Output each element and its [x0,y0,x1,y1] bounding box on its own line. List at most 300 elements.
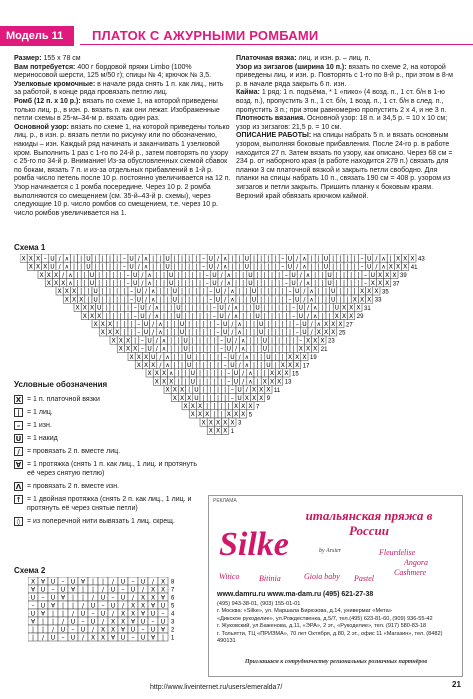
ad-web: www.damru.ru www.ma-dam.ru (495) 621-27-38 [217,591,374,598]
schema1-symbol: | [80,263,83,271]
schema1-symbol: | [216,353,220,361]
schema1-symbol: | [310,255,313,263]
schema1-symbol: | [278,304,281,312]
schema1-symbol: | [119,312,122,320]
schema1-symbol: U [327,271,332,279]
schema1-symbol: | [184,280,187,287]
schema1-symbol: U [222,329,228,337]
schema2-symbol: | [61,602,65,610]
schema1-symbol: | [274,362,277,369]
schema1-symbol: | [252,329,256,337]
schema1-symbol: – [364,280,368,287]
schema1-symbol: U [302,321,307,328]
schema1-symbol: / [238,362,241,369]
schema2-symbol: U [80,610,86,618]
schema1-symbol: X [233,411,239,419]
schema1-symbol: ∧ [158,321,163,328]
schema2-grid [28,577,188,647]
schema1-symbol: – [140,337,144,345]
schema1-symbol: | [87,288,90,296]
schema1-row-number: 35 [382,289,389,296]
ad-yarn: Bitinia [259,574,281,583]
schema1-symbol: | [263,312,266,320]
schema1-symbol: – [122,263,126,271]
schema2-symbol: ∀ [130,618,136,626]
schema1-symbol: | [263,370,266,378]
schema1-symbol: / [224,296,227,304]
schema1-row-number: 25 [338,330,346,337]
legend-symbol: / [14,447,23,456]
schema2-symbol: / [81,634,85,642]
schema1-symbol: | [317,263,320,271]
schema2-symbol: U [120,594,126,602]
schema1-row-number: 15 [292,371,299,378]
schema1-symbol: U [215,288,221,296]
schema1-symbol: ∧ [244,362,250,369]
schema1-symbol: X [277,378,282,386]
schema1-symbol: / [234,345,238,353]
schema1-symbol: U [179,329,185,337]
schema1-symbol: | [216,394,220,402]
schema1-symbol: U [176,304,181,312]
schema1-symbol: X [280,362,285,369]
schema1-symbol: | [267,263,270,271]
schema1-symbol: ∧ [240,337,246,345]
schema1-symbol: | [249,312,252,320]
schema1-symbol: | [162,271,166,279]
schema2-symbol: U [70,618,76,626]
schema2-symbol: X [110,618,116,626]
schema1-symbol: U [366,255,372,263]
schema2-symbol: U [50,594,56,602]
schema1-symbol: | [270,304,274,312]
schema1-symbol: | [335,271,338,279]
schema1-symbol: – [284,280,288,287]
schema1-symbol: – [140,345,144,353]
schema1-symbol: X [392,271,397,279]
schema1-symbol: | [209,329,212,337]
schema1-symbol: U [266,362,271,369]
schema1-symbol: | [260,362,263,369]
schema1-symbol: | [242,304,245,312]
schema1-symbol: | [170,345,173,353]
schema2-symbol: ∀ [80,578,86,586]
schema2-symbol: U [50,578,56,586]
schema1-symbol: / [231,321,234,328]
schema1-symbol: | [274,353,277,361]
schema1-symbol: | [209,386,212,394]
ad-brand-sub: by Arsier [319,548,342,554]
schema1-symbol: U [186,362,192,369]
schema2-symbol: – [131,634,135,642]
schema1-symbol: X [356,304,361,312]
schema2-symbol: | [51,618,55,626]
schema1-symbol: X [334,312,339,320]
schema1-row-number: 5 [248,412,253,419]
ad-footer: Приглашаем к сотрудничеству региональных розничных партнёров [244,659,428,665]
schema1-symbol: X [223,427,228,435]
schema1-row-number: 7 [256,404,260,411]
schema2-symbol: ∀ [140,610,146,618]
schema1-symbol: | [346,255,349,263]
schema2-symbol: U [100,594,106,602]
schema2-symbol: X [160,578,166,586]
schema1-symbol: | [314,271,317,279]
schema1-row-number: 31 [364,305,371,312]
schema1-symbol: | [162,280,166,287]
schema2-symbol: – [151,618,155,626]
schema1-symbol: | [177,378,180,386]
schema1-symbol: – [230,386,234,394]
schema1-symbol: X [331,321,336,328]
schema1-symbol: | [108,296,112,304]
schema1-symbol: | [152,255,155,263]
schema2-symbol: / [91,626,95,634]
schema1-symbol: X [172,394,177,402]
schema1-symbol: | [260,255,263,263]
schema1-symbol: X [370,280,375,287]
schema2-symbol: U [80,626,86,634]
schema1-symbol: – [122,255,126,263]
schema1-symbol: / [220,271,223,279]
schema1-symbol: – [133,304,137,312]
schema1-symbol: | [159,296,162,304]
schema1-symbol: ∧ [305,280,311,287]
schema1-symbol: X [71,296,77,304]
schema1-symbol: | [166,296,169,304]
schema1-symbol: – [288,288,292,296]
schema1-symbol: | [288,321,292,328]
ad-yarn: Angora [404,558,428,567]
legend-symbol: X [15,396,22,404]
schema1-symbol: ∧ [154,304,160,312]
schema1-symbol: X [338,321,343,328]
schema1-symbol: U [255,304,260,312]
legend-text: = 1 изн. [27,422,52,429]
schema1-symbol: X [215,419,221,427]
schema1-symbol: | [123,321,126,328]
schema1-symbol: / [238,353,241,361]
left-para [14,98,232,124]
schema1-symbol: X [377,271,383,279]
schema1-symbol: U [248,271,253,279]
schema1-symbol: | [321,312,324,320]
schema1-symbol: – [205,271,209,279]
schema2-row-number: 8 [171,579,175,586]
schema1-symbol: U [334,304,340,312]
schema1-symbol: X [295,362,300,369]
schema1-symbol: X [190,411,195,419]
schema1-symbol: | [173,321,176,328]
schema1-symbol: U [237,386,242,394]
schema1-symbol: U [255,312,260,320]
schema1-symbol: U [323,255,329,263]
schema1-symbol: | [317,255,320,263]
schema1-symbol: X [64,296,69,304]
schema1-symbol: X [46,271,51,279]
schema1-symbol: U [208,263,214,271]
legend-heading: Условные обозначения [14,380,108,389]
schema1-symbol: | [328,312,331,320]
schema1-symbol: U [143,329,149,337]
schema1-symbol: | [224,394,227,402]
schema1-symbol: | [188,296,191,304]
schema1-symbol: X [295,353,300,361]
schema2-symbol: | [81,586,85,594]
schema1-symbol: | [162,304,166,312]
schema1-symbol: ∧ [64,263,70,271]
para-text: вязать по схеме 1, на которой приведены только лиц. р., в изн. р. вязать петли по рисунку или по обозначению, накиды – изн. Каждый ряд начинать и заканчивать 1 узелковой кром. Выполнить 1 раз с 1-го по 24-й р., затем повторять по узору с 25-го по 34-й р. Внимание! Из-за обусловленных схемой сбавок по бокам, вязать 7 п. и из-за отдельных прибавлений в 1-й р. ромба число петель после 10 р. постоянно увеличивается на 12 п. Узор начинается с 1 ромба посередине. Через 10 р. 2 ромба выполняются со смещением (см. 35-й–43-й р. схемы), через следующие 10 р. число ромбов со смещением, т.е. через 10 р. число ромбов увеличивается на 1. [14,123,231,217]
schema2-symbol: / [101,586,105,594]
schema1-symbol: X [359,288,365,296]
schema1-symbol: ∧ [237,321,242,328]
schema2-symbol: ∀ [150,634,156,642]
schema1-symbol: | [87,296,90,304]
schema2-symbol: ∀ [160,594,166,602]
schema1-symbol: / [375,255,378,263]
schema1-symbol: U [262,337,268,345]
schema2-symbol: | [101,578,105,586]
schema1-symbol: | [195,288,198,296]
schema1-symbol: | [195,362,198,369]
schema2-symbol: U [60,586,66,594]
schema1-symbol: | [220,403,223,410]
schema1-symbol: | [206,312,209,320]
schema1-symbol: | [130,321,133,328]
para-text: Основной узор: 18 п. и 34,5 р. = 10 х 10 см; узор из зигзагов: 21,5 р. = 10 см. [236,115,448,131]
para-text: 155 х 78 см [41,55,81,62]
schema1-symbol: X [115,329,120,337]
schema1-symbol: U [208,255,214,263]
schema1-symbol: U [287,255,293,263]
schema1-symbol: X [241,411,246,419]
schema1-symbol: ∧ [68,280,73,287]
schema1-symbol: U [215,296,221,304]
legend-item [14,434,204,443]
schema1-symbol: X [111,337,116,345]
footer-url[interactable]: http://www.liveinternet.ru/users/emeralda7/ [150,684,283,691]
schema1-symbol: ∧ [237,329,242,337]
schema1-symbol: | [188,386,191,394]
schema1-symbol: – [230,394,234,402]
schema1-symbol: / [159,353,162,361]
schema1-symbol: X [323,321,329,328]
schema1-symbol: X [75,304,80,312]
schema1-symbol: U [186,353,192,361]
schema1-symbol: | [209,362,212,369]
schema1-symbol: / [155,337,158,345]
schema1-symbol: | [195,329,198,337]
schema1-row-number: 37 [392,281,400,288]
schema1-symbol: X [331,329,336,337]
schema1-symbol: – [137,321,141,328]
schema1-symbol: | [224,386,227,394]
schema1-symbol: | [80,255,83,263]
schema2-symbol: – [161,610,165,618]
schema1-symbol: U [370,271,376,279]
schema1-symbol: | [94,263,97,271]
left-para [14,81,232,98]
schema1-symbol: X [136,353,141,361]
schema1-symbol: | [195,353,198,361]
schema1-symbol: U [291,280,296,287]
schema2-symbol: – [61,578,65,586]
para-text: вязать по схеме 2, на которой приведены лиц. и изн. р. Повторять с 1-го по 8-й р., при этом в 8-м р. в начале ряда закрыть 6 п. изн. [236,63,453,88]
schema1-symbol: | [101,255,104,263]
schema2-symbol: – [141,626,145,634]
schema1-symbol: | [252,362,256,369]
schema2-symbol: ∀ [120,626,126,634]
schema1-symbol: | [267,321,270,328]
schema1-symbol: ∧ [154,312,160,320]
schema1-symbol: X [367,296,372,304]
schema1-symbol: U [287,263,293,271]
schema1-symbol: – [227,378,231,386]
schema1-symbol: U [298,312,304,320]
schema1-symbol: – [292,312,296,320]
schema1-symbol: | [324,296,328,304]
schema2-row-number: 3 [171,619,175,626]
schema1-symbol: U [190,370,196,378]
schema1-symbol: | [231,263,234,271]
schema1-symbol: X [341,312,347,320]
schema1-symbol: X [208,427,213,435]
schema2-chart [28,577,188,647]
schema1-symbol: – [281,263,285,271]
schema1-symbol: U [147,345,152,353]
schema2-symbol: / [51,626,55,634]
schema2-symbol: U [120,634,126,642]
schema2-symbol: ∀ [40,578,46,586]
schema1-symbol: | [119,280,122,287]
schema1-symbol: | [177,337,180,345]
schema1-symbol: – [295,329,299,337]
schema1-symbol: | [180,255,184,263]
schema1-symbol: | [321,304,324,312]
schema1-symbol: | [274,288,277,296]
schema1-symbol: X [305,345,311,353]
schema1-symbol: X [154,370,159,378]
schema1-symbol: / [137,263,140,271]
schema2-symbol: / [101,618,105,626]
legend-text: = провязать 2 п. вместе изн. [27,483,120,490]
schema1-symbol: | [321,271,324,279]
ad-address-line: г. Жуковский, ул.Баженова, д.11, «ЭРА», 2 эт., «Рукоделие», тел. (917) 580-83-18 [217,623,427,630]
schema1-symbol: X [377,280,383,287]
schema1-symbol: | [245,329,248,337]
schema1-symbol: | [202,321,205,328]
schema2-symbol: U [90,618,96,626]
schema2-symbol: ∀ [110,634,116,642]
schema1-symbol: | [339,288,342,296]
schema1-symbol: | [72,255,76,263]
schema1-symbol: X [53,271,59,279]
schema1-symbol: – [130,296,134,304]
schema2-symbol: / [141,586,145,594]
schema1-symbol: | [314,280,317,287]
schema1-symbol: / [152,321,155,328]
schema1-symbol: U [93,288,98,296]
schema1-row-number: 3 [238,420,242,427]
schema1-symbol: | [281,321,284,328]
schema1-symbol: | [274,255,277,263]
schema1-symbol: X [183,403,188,410]
schema1-symbol: U [291,271,296,279]
schema2-symbol: ∀ [150,602,156,610]
schema1-symbol: | [119,271,122,279]
schema1-symbol: | [339,263,342,271]
schema1-symbol: U [230,362,235,369]
schema2-symbol: | [31,626,35,634]
schema2-symbol: / [131,594,135,602]
schema1-symbol: | [83,271,86,279]
schema1-symbol: U [168,271,174,279]
schema1-symbol: X [93,321,98,328]
schema2-symbol: | [41,626,45,634]
schema1-symbol: U [194,394,199,402]
schema1-symbol: | [285,337,288,345]
schema1-symbol: ∧ [381,263,386,271]
schema1-symbol: | [206,378,209,386]
schema1-symbol: / [137,255,140,263]
legend-text: = 1 протяжка (снять 1 п. как лиц., 1 лиц. и протянуть её через снятую петлю) [27,461,198,477]
schema1-symbol: | [357,271,360,279]
schema1-symbol: | [206,304,209,312]
para-text: вязать по схеме 1, на которой приведены только лиц. р., в изн. р. вязать п. как они лежат. Изображенные петли схемы в 25-м–34-м р. вязать один раз. [14,97,220,123]
schema1-symbol: X [89,304,95,312]
schema1-symbol: | [123,296,126,304]
schema1-symbol: X [201,419,206,427]
schema1-symbol: X [187,394,192,402]
schema2-symbol: – [131,578,135,586]
schema1-symbol: | [198,345,202,353]
schema2-symbol: U [40,602,46,610]
schema1-symbol: – [223,353,227,361]
legend-item [14,460,204,478]
schema1-symbol: | [195,255,198,263]
schema1-symbol: X [395,255,401,263]
schema1-symbol: / [62,271,65,279]
schema1-symbol: | [209,394,212,402]
schema1-symbol: X [284,370,289,378]
legend-item [14,395,204,404]
schema1-symbol: | [180,296,184,304]
para-lead: Платочная вязка: [236,55,297,62]
schema1-symbol: / [220,280,223,287]
schema1-symbol: | [245,321,248,328]
schema2-symbol: / [111,610,115,618]
schema1-symbol: | [209,353,212,361]
schema1-symbol: X [147,370,152,378]
schema1-symbol: ∧ [64,255,70,263]
schema1-symbol: | [249,337,252,345]
schema2-symbol: / [91,594,95,602]
schema1-symbol: X [313,345,318,353]
schema1-symbol: – [299,337,303,345]
schema1-symbol: X [313,337,318,345]
schema1-symbol: U [89,280,95,287]
ad-label: РЕКЛАМА [213,498,237,504]
schema1-symbol: | [252,263,256,271]
schema1-symbol: X [230,419,235,427]
schema1-symbol: U [244,263,250,271]
schema1-symbol: – [126,271,130,279]
schema2-row-number: 5 [171,603,175,610]
schema1-symbol: ∧ [165,353,170,361]
schema1-symbol: | [155,271,158,279]
schema1-symbol: / [299,271,302,279]
schema1-symbol: U [244,255,250,263]
